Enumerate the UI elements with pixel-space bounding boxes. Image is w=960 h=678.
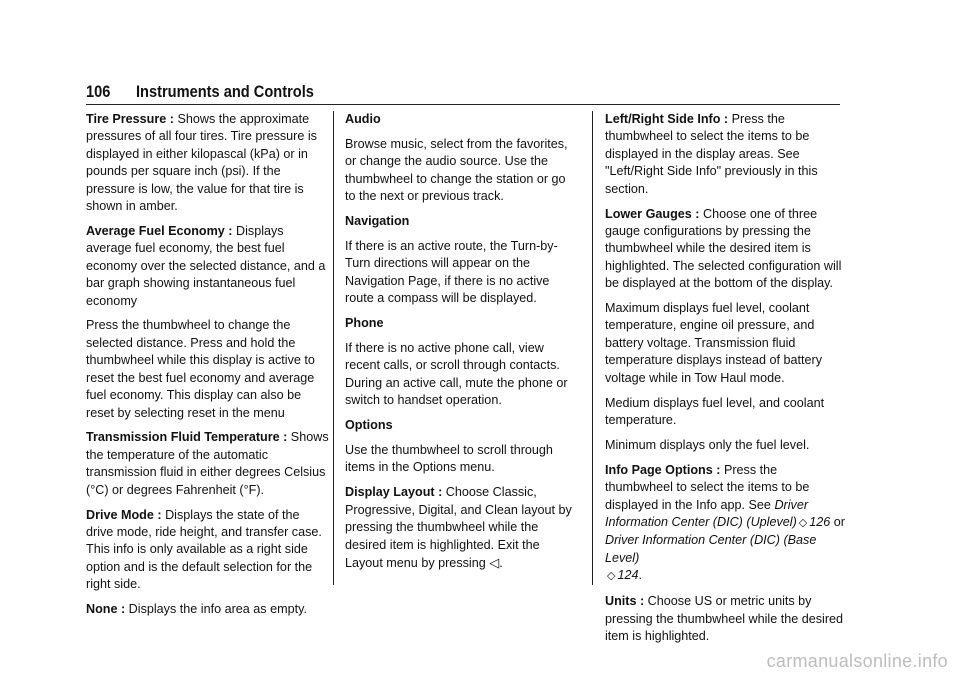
column-divider bbox=[333, 111, 334, 585]
page-ref-126[interactable]: 126 bbox=[809, 515, 831, 530]
audio-heading: Audio bbox=[345, 112, 381, 126]
minimum-text: Minimum displays only the fuel level. bbox=[605, 437, 810, 452]
drive-mode-text: Displays the state of the drive mode, ride height, and transfer case. This info is only available as a right side option and is the default selection for the right side. bbox=[86, 507, 322, 592]
units-paragraph bbox=[605, 593, 845, 645]
none-text: Displays the info area as empty. bbox=[125, 602, 307, 617]
average-fuel-term: Average Fuel Economy : bbox=[86, 223, 233, 238]
page-ref-arrow-icon: ◇ bbox=[607, 570, 616, 583]
phone-text: If there is no active phone call, view recent calls, or scroll through contacts. During an active call, mute the phone or switch to handset operation. bbox=[345, 340, 568, 408]
page-header bbox=[86, 82, 840, 105]
options-heading: Options bbox=[345, 418, 393, 433]
units-text: Choose US or metric units by pressing the thumbwheel while the desired item is highlighted. bbox=[605, 594, 844, 643]
none-term: None : bbox=[86, 602, 126, 617]
display-layout-paragraph bbox=[345, 484, 578, 572]
back-icon: ◁ bbox=[489, 554, 500, 570]
lower-gauges-text: Choose one of three gauge configurations by pressing the thumbwheel while the desired item is highlighted. The selected configuration will be displayed at the bottom of the display. bbox=[605, 206, 842, 291]
or-text: or bbox=[830, 515, 845, 530]
options-text: Use the thumbwheel to scroll through items in the Options menu. bbox=[345, 443, 553, 475]
audio-text: Browse music, select from the favorites, or change the audio source. Use the thumbwheel to change the station or go to the next or previous track. bbox=[345, 136, 568, 204]
navigation-heading: Navigation bbox=[345, 214, 410, 229]
display-layout-end: . bbox=[499, 555, 503, 570]
column-divider bbox=[592, 111, 593, 585]
info-page-term: Info Page Options : bbox=[605, 462, 721, 477]
left-right-text: Press the thumbwheel to select the items to be displayed in the display areas. See "Left/Right Side Info" previously in this section. bbox=[605, 112, 818, 196]
column-3 bbox=[605, 111, 845, 653]
info-page-end: . bbox=[638, 568, 642, 583]
display-layout-term: Display Layout : bbox=[345, 485, 443, 500]
thumbwheel-paragraph: Press the thumbwheel to change the selected distance. Press and hold the thumbwheel while this display is active to reset the best fuel economy and average fuel economy. This display can also be reset by selecting reset in the menu bbox=[86, 318, 315, 420]
display-layout-text: Choose Classic, Progressive, Digital, and Clean layout by pressing the thumbwheel while the desired item is highlighted. Exit the Layout menu by pressing bbox=[345, 485, 572, 570]
lower-gauges-term: Lower Gauges : bbox=[605, 206, 700, 221]
average-fuel-paragraph bbox=[86, 223, 330, 310]
column-1 bbox=[86, 111, 330, 626]
medium-text: Medium displays fuel level, and coolant temperature. bbox=[605, 395, 825, 427]
transmission-temp-text: Shows the temperature of the automatic transmission fluid in either degrees Celsius (°C) or degrees Fahrenheit (°F). bbox=[86, 430, 329, 497]
none-paragraph bbox=[86, 601, 330, 618]
maximum-text: Maximum displays fuel level, coolant temperature, engine oil pressure, and battery voltage. Transmission fluid temperature displays instead of battery voltage while in Tow Haul mode. bbox=[605, 301, 823, 385]
left-right-paragraph bbox=[605, 111, 845, 198]
left-right-term: Left/Right Side Info : bbox=[605, 112, 729, 126]
tire-pressure-text: Shows the approximate pressures of all four tires. Tire pressure is displayed in either kilopascal (kPa) or in pounds per square inch (psi). If the pressure is low, the value for that tire is shown in amber. bbox=[86, 112, 317, 214]
lower-gauges-paragraph bbox=[605, 206, 845, 293]
watermark: carmanualsonline.info bbox=[766, 651, 948, 671]
dic-base-level-link[interactable]: Driver Information Center (DIC) (Base Level) bbox=[605, 533, 817, 565]
average-fuel-text: Displays average fuel economy, the best fuel economy over the selected distance, and a bar graph showing instantaneous fuel economy bbox=[86, 223, 326, 308]
drive-mode-paragraph bbox=[86, 507, 330, 594]
navigation-text: If there is an active route, the Turn-by-Turn directions will appear on the Navigation Page, if there is no active route a compass will be displayed. bbox=[345, 238, 558, 306]
phone-heading: Phone bbox=[345, 316, 384, 331]
units-term: Units : bbox=[605, 594, 645, 609]
drive-mode-term: Drive Mode : bbox=[86, 507, 162, 522]
section-title: Instruments and Controls bbox=[136, 82, 314, 101]
info-page-paragraph bbox=[605, 462, 845, 586]
transmission-temp-paragraph bbox=[86, 429, 330, 499]
page-ref-124[interactable]: 124 bbox=[617, 568, 639, 583]
info-page-text: Press the thumbwheel to select the items to be displayed in the Info app. See bbox=[605, 462, 810, 512]
tire-pressure-term: Tire Pressure : bbox=[86, 112, 174, 126]
tire-pressure-paragraph bbox=[86, 111, 330, 215]
column-2 bbox=[345, 111, 578, 580]
dic-uplevel-link[interactable]: Driver Information Center (DIC) (Uplevel) bbox=[605, 497, 809, 530]
page-ref-arrow-icon: ◇ bbox=[798, 517, 808, 530]
transmission-temp-term: Transmission Fluid Temperature : bbox=[86, 430, 288, 445]
page-number: 106 bbox=[86, 82, 111, 101]
